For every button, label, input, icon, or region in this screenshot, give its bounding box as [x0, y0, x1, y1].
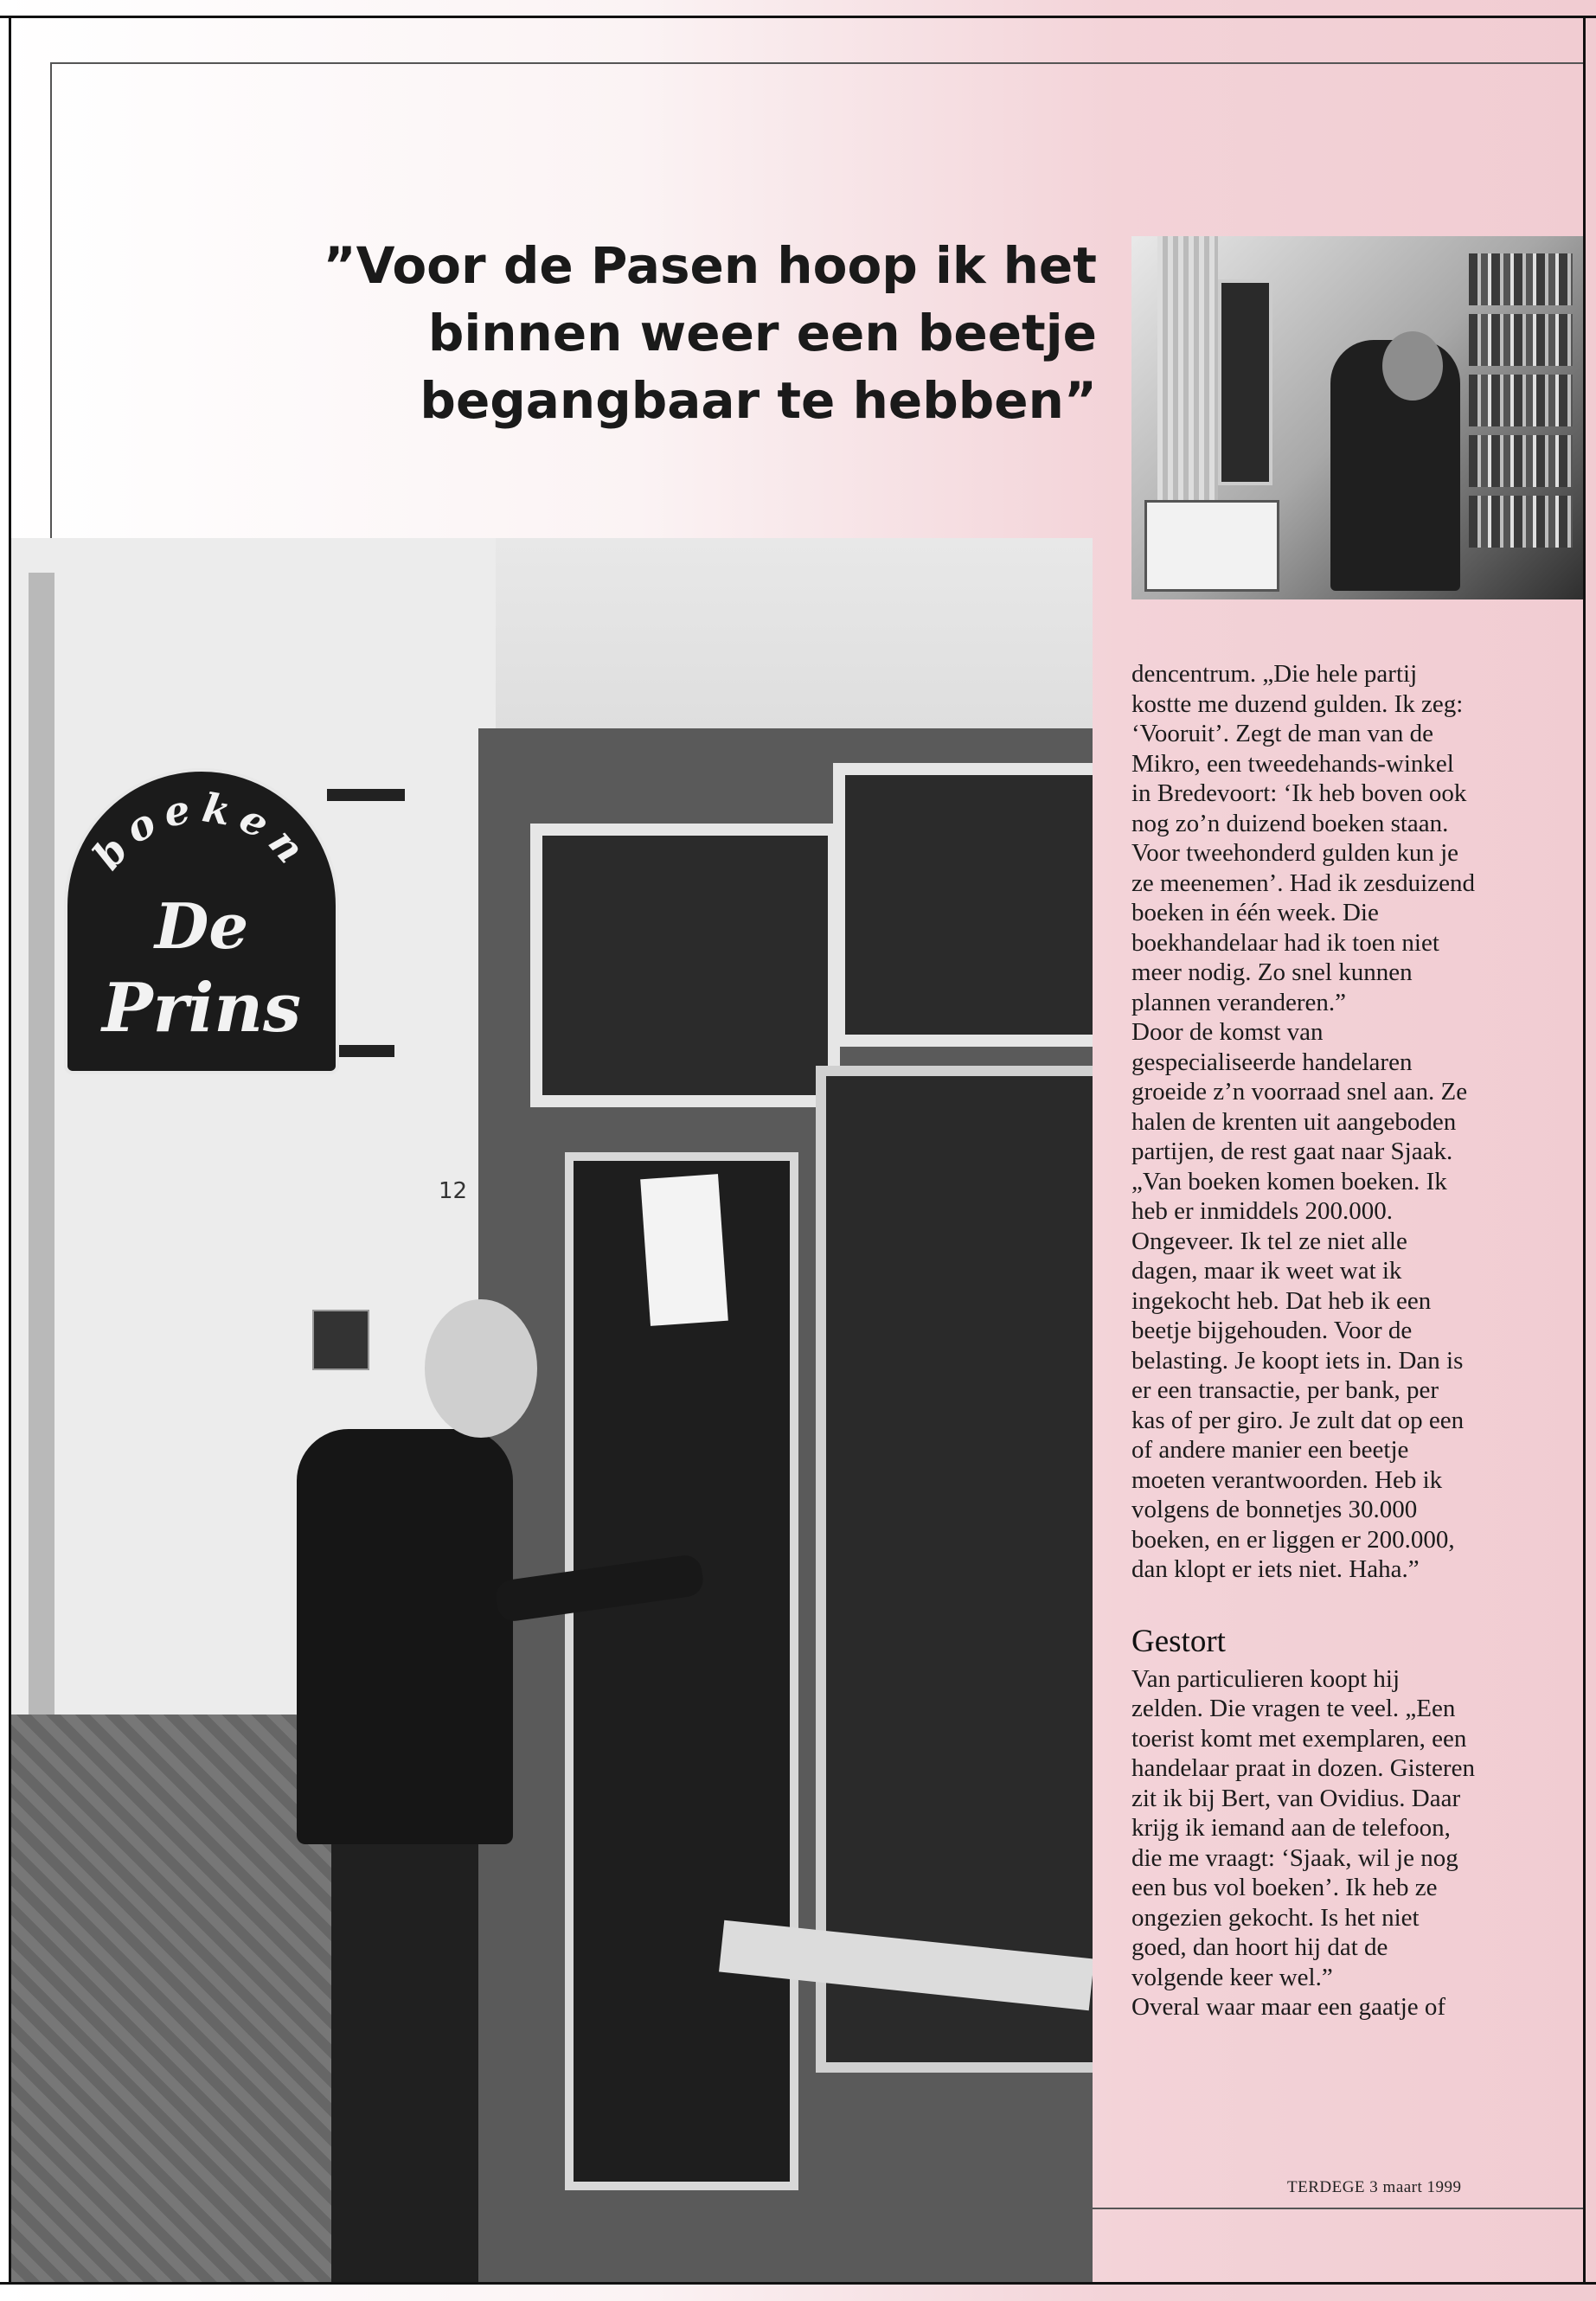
small-photo-person-head: [1382, 331, 1443, 401]
shop-sign: [64, 768, 339, 1074]
sign-line-de: De: [154, 889, 249, 963]
svg-text:boeken: [84, 784, 320, 878]
article-paragraph: Door de komst van gespecialiseerde handelaren groeide z’n voorraad snel aan. Ze halen de krenten uit aangeboden partijen, de rest gaat naar Sjaak. „Van boeken komen boeken. Ik heb er inmiddels 200.000. Ongeveer. Ik tel ze niet alle dagen, maar ik weet wat ik ingekocht heb. Dat heb ik een beetje bijgehouden. Voor de belasting. Je koopt iets in. Dan is er een transactie, per bank, per kas of per giro. Je zult dat op een of andere manier een beetje moeten verantwoorden. Heb ik volgens de bonnetjes 30.000 boeken, en er liggen er 200.000, dan klopt er iets niet. Haha.”: [1131, 1018, 1468, 1583]
pull-quote-headline: ”Voor de Pasen hoop ik het binnen weer een beetje begangbaar te hebben”: [323, 236, 1097, 430]
photo-door-notice: [640, 1174, 728, 1326]
sign-bracket-top: [327, 789, 405, 801]
page-footer: TERDEGE 3 maart 1999: [1287, 2178, 1462, 2196]
photo-person-body: [297, 1429, 513, 1844]
small-photo-box: [1144, 500, 1279, 592]
article-subheading: Gestort: [1131, 1623, 1226, 1659]
small-photo-shelf: [1469, 435, 1573, 487]
border-top: [0, 16, 1596, 18]
article-paragraph: Van particulieren koopt hij zelden. Die vragen te veel. „Een toerist komt met exemplaren, een handelaar praat in dozen. Gisteren zit ik bij Bert, van Ovidius. Daar krijg ik iemand aan de telefoon, die me vraagt: ‘Sjaak, wil je nog een bus vol boeken’. Ik heb ze ongezien gekocht. Is het niet goed, dan hoort hij dat de volgende keer wel.”: [1131, 1664, 1475, 1991]
photo-transom-window-right: [833, 763, 1093, 1047]
photo-shop-window: [816, 1066, 1093, 2073]
small-photo-cabinet: [1218, 279, 1272, 485]
article-column: [1131, 659, 1477, 2022]
photo-person-head: [425, 1299, 537, 1438]
small-photo-shelf: [1469, 253, 1573, 305]
small-photo-shelf: [1469, 375, 1573, 426]
article-paragraph: dencentrum. „Die hele partij kostte me duzend gulden. Ik zeg: ‘Vooruit’. Zegt de man van de Mikro, een tweedehands-winkel in Bredevoort: ‘Ik heb boven ook nog zo’n duizend boeken staan. Voor tweehonderd gulden kun je ze meenemen’. Had ik zesduizend boeken in één week. Die boekhandelaar had ik toen niet meer nodig. Zo snel kunnen plannen veranderen.”: [1131, 660, 1475, 1016]
small-photo-shelf: [1469, 314, 1573, 366]
house-number: 12: [439, 1178, 468, 1204]
inner-rule-top: [50, 62, 1583, 64]
border-bottom: [0, 2282, 1596, 2285]
small-photo-shelf: [1469, 496, 1573, 548]
sign-line-prins: Prins: [101, 969, 301, 1048]
photo-transom-window-left: [530, 824, 840, 1107]
small-photo-curtain: [1157, 236, 1218, 513]
border-right: [1583, 16, 1586, 2282]
article-paragraph: Overal waar maar een gaatje of: [1131, 1993, 1446, 2021]
sign-top-text: boeken: [83, 784, 320, 879]
photo-wall-plaque: [312, 1310, 369, 1370]
photo-person-legs: [331, 1836, 478, 2282]
small-photo-shop-interior: [1131, 236, 1583, 599]
